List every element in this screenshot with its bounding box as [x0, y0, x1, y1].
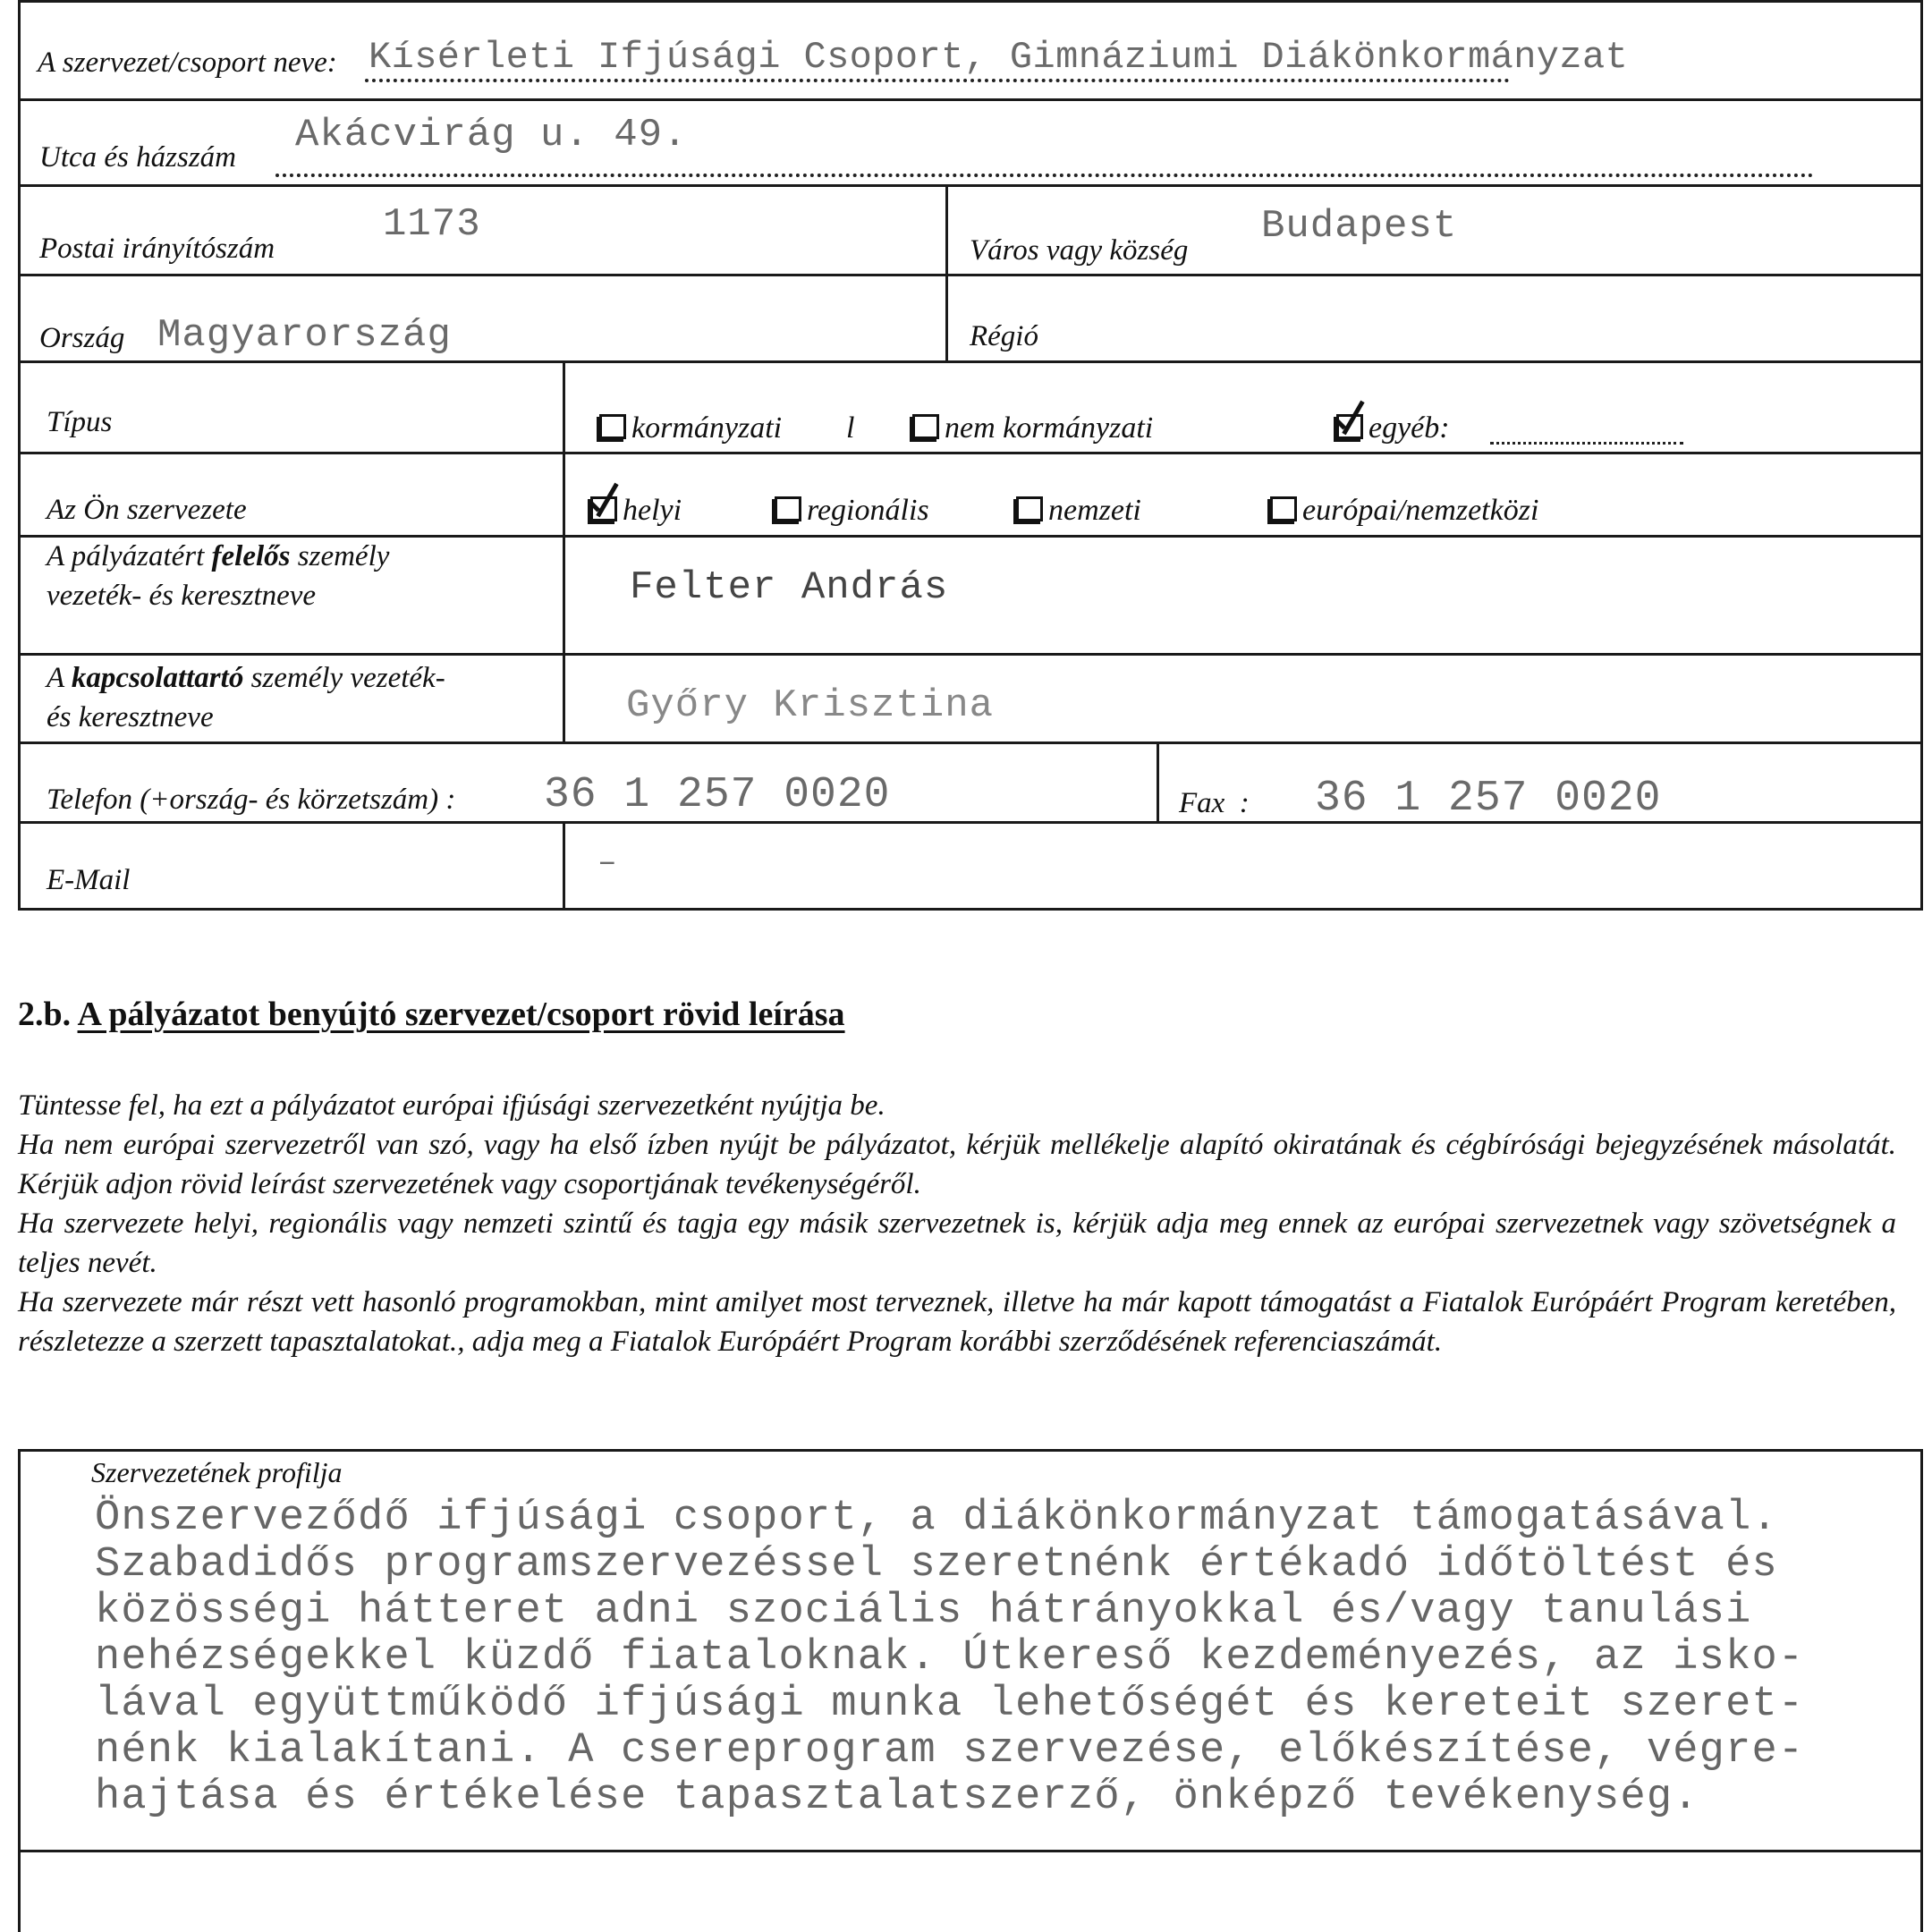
profile-text[interactable] [95, 1496, 1804, 1821]
label-part: személy [290, 540, 390, 572]
email-label: E-Mail [47, 864, 131, 896]
type-option-non-governmental[interactable] [912, 411, 1153, 445]
profile-line: hajtása és értékelése tapasztalatszerző, önképző tevékenység. [95, 1774, 1699, 1821]
profile-line: nehézségekkel küzdő fiataloknak. Útkereső kezdeményezés, az isko- [95, 1634, 1805, 1682]
rule [18, 274, 1923, 276]
option-label: európai/nemzetközi [1302, 494, 1539, 527]
profile-line: nénk kialakítani. A csereprogram szervezése, előkészítése, végre- [95, 1727, 1805, 1775]
rule [18, 360, 1923, 363]
other-dotted-line [1490, 442, 1683, 445]
checkbox-checked-icon[interactable] [1336, 414, 1363, 439]
divider [1157, 741, 1159, 822]
divider [563, 821, 565, 909]
type-option-governmental[interactable] [599, 411, 782, 445]
section-number: 2.b. [18, 996, 72, 1033]
label-part: vezeték- és keresztneve [47, 580, 317, 612]
city-label: Város vagy község [970, 234, 1189, 267]
org-name-dotted-line [365, 79, 1510, 82]
label-part: A pályázatért [47, 540, 212, 572]
level-option-national[interactable] [1016, 494, 1141, 528]
option-label: egyéb: [1368, 411, 1450, 445]
option-label: nem kormányzati [945, 411, 1154, 445]
city-value[interactable]: Budapest [1261, 204, 1458, 249]
org-name-label: A szervezet/csoport neve: [38, 47, 337, 79]
phone-value[interactable]: 36 1 257 0020 [544, 771, 891, 819]
profile-line: közösségi hátteret adni szociális hátrányokkal és/vagy tanulási [95, 1588, 1752, 1635]
label-emphasis: felelős [211, 540, 291, 572]
section-title: A pályázatot benyújtó szervezet/csoport rövid leírása [77, 996, 845, 1033]
instructions [18, 1086, 1896, 1361]
street-dotted-line [275, 174, 1814, 177]
option-label: nemzeti [1048, 494, 1141, 527]
instruction-paragraph: Ha szervezete már részt vett hasonló programokban, mint amilyet most terveznek, illetve ha már kapott támogatást a Fiatalok Európáért Program keretében, részletezze a szerzett tapasztalatokat., adja meg a Fiatalok Európáért Program korábbi szerződésének referenciaszámát. [18, 1286, 1896, 1358]
responsible-person-label [47, 537, 389, 615]
rule [18, 653, 1923, 656]
phone-label: Telefon (+ország- és körzetszám) : [47, 784, 456, 816]
section-heading [18, 995, 845, 1034]
level-option-european[interactable] [1270, 494, 1538, 528]
fax-label: Fax : [1179, 787, 1250, 819]
profile-line: Szabadidős programszervezéssel szeretnénk értékadó időtöltést és [95, 1541, 1778, 1589]
checkbox-icon[interactable] [1270, 496, 1297, 521]
street-value[interactable]: Akácvirág u. 49. [295, 113, 688, 157]
street-label: Utca és házszám [39, 141, 236, 174]
option-label: helyi [623, 494, 682, 527]
checkbox-icon[interactable] [775, 496, 801, 521]
region-label: Régió [970, 320, 1038, 352]
checkbox-icon[interactable] [912, 414, 939, 439]
divider [563, 360, 565, 742]
label-emphasis: kapcsolattartó [71, 662, 244, 694]
country-value[interactable]: Magyarország [157, 313, 452, 358]
responsible-person-value[interactable]: Felter András [630, 565, 949, 610]
instruction-paragraph: Ha szervezete helyi, regionális vagy nemzeti szintű és tagja egy másik szervezetnek is, kérjük adja meg ennek az európai szervezetnek vagy szövetségnek a teljes nevét. [18, 1208, 1896, 1279]
rule [18, 184, 1923, 187]
label-part: és keresztneve [47, 701, 214, 733]
contact-person-value[interactable]: Győry Krisztina [626, 683, 995, 728]
profile-line: Önszerveződő ifjúsági csoport, a diákönkormányzat támogatásával. [95, 1495, 1778, 1542]
type-separator: l [846, 411, 855, 445]
label-part: A [47, 662, 72, 694]
profile-label: Szervezetének profilja [91, 1456, 343, 1488]
profile-line: lával együttműködő ifjúsági munka lehetőségét és kereteit szeret- [95, 1681, 1805, 1728]
contact-person-label [47, 658, 445, 737]
option-label: regionális [807, 494, 929, 527]
type-label: Típus [47, 406, 113, 438]
postal-code-value[interactable]: 1173 [383, 202, 481, 247]
postal-code-label: Postai irányítószám [39, 233, 275, 265]
instruction-paragraph: Ha nem európai szervezetről van szó, vagy ha első ízben nyújt be pályázatot, kérjük mellékelje alapító okiratának és cégbírósági bejegyzésének másolatát. Kérjük adjon rövid leírást szervezetének vagy csoportjának tevékenységéről. [18, 1129, 1896, 1200]
rule [18, 1850, 1923, 1852]
type-option-other[interactable] [1336, 411, 1450, 445]
level-option-regional[interactable] [775, 494, 929, 528]
checkbox-icon[interactable] [599, 414, 626, 439]
country-label: Ország [39, 322, 125, 354]
org-level-label: Az Ön szervezete [47, 494, 247, 526]
fax-value[interactable]: 36 1 257 0020 [1315, 775, 1662, 823]
level-option-local[interactable] [590, 494, 682, 528]
checkbox-icon[interactable] [1016, 496, 1043, 521]
org-name-value[interactable]: Kísérleti Ifjúsági Csoport, Gimnáziumi Diákönkormányzat [369, 36, 1629, 79]
rule [18, 908, 1923, 911]
label-part: személy vezeték- [243, 662, 445, 694]
option-label: kormányzati [631, 411, 783, 445]
divider [945, 184, 948, 363]
rule [18, 741, 1923, 744]
checkbox-checked-icon[interactable] [590, 496, 617, 521]
rule [18, 452, 1923, 454]
rule [18, 98, 1923, 101]
instruction-paragraph: Tüntesse fel, ha ezt a pályázatot európai ifjúsági szervezetként nyújtja be. [18, 1089, 886, 1122]
rule [18, 0, 1923, 3]
email-value[interactable]: – [597, 844, 618, 881]
